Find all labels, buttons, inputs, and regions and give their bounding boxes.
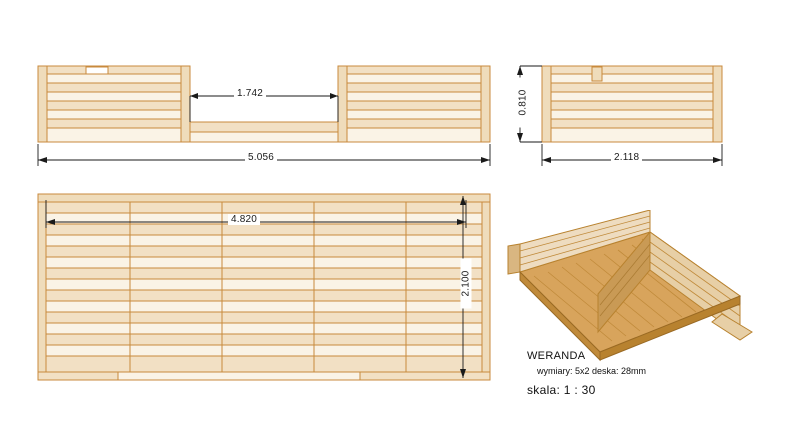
drawing-scale: skala: 1 : 30: [527, 383, 596, 397]
side-elevation-view: [510, 58, 760, 168]
plan-view-drawing: [30, 186, 500, 396]
front-elevation-view: [30, 58, 510, 168]
dim-overall-width: 5.056: [245, 152, 277, 163]
dim-plan-depth: 2.100: [461, 259, 472, 309]
dim-opening-width: 1.742: [234, 88, 266, 99]
dim-side-height: 0.810: [518, 78, 529, 128]
isometric-view: [490, 210, 770, 370]
isometric-drawing: [490, 210, 770, 370]
drawing-subtitle: wymiary: 5x2 deska: 28mm: [537, 366, 647, 376]
drawing-title: WERANDA: [527, 350, 586, 362]
dim-plan-inner-length: 4.820: [228, 214, 260, 225]
dim-side-width: 2.118: [611, 152, 642, 163]
plan-view: [30, 186, 500, 396]
